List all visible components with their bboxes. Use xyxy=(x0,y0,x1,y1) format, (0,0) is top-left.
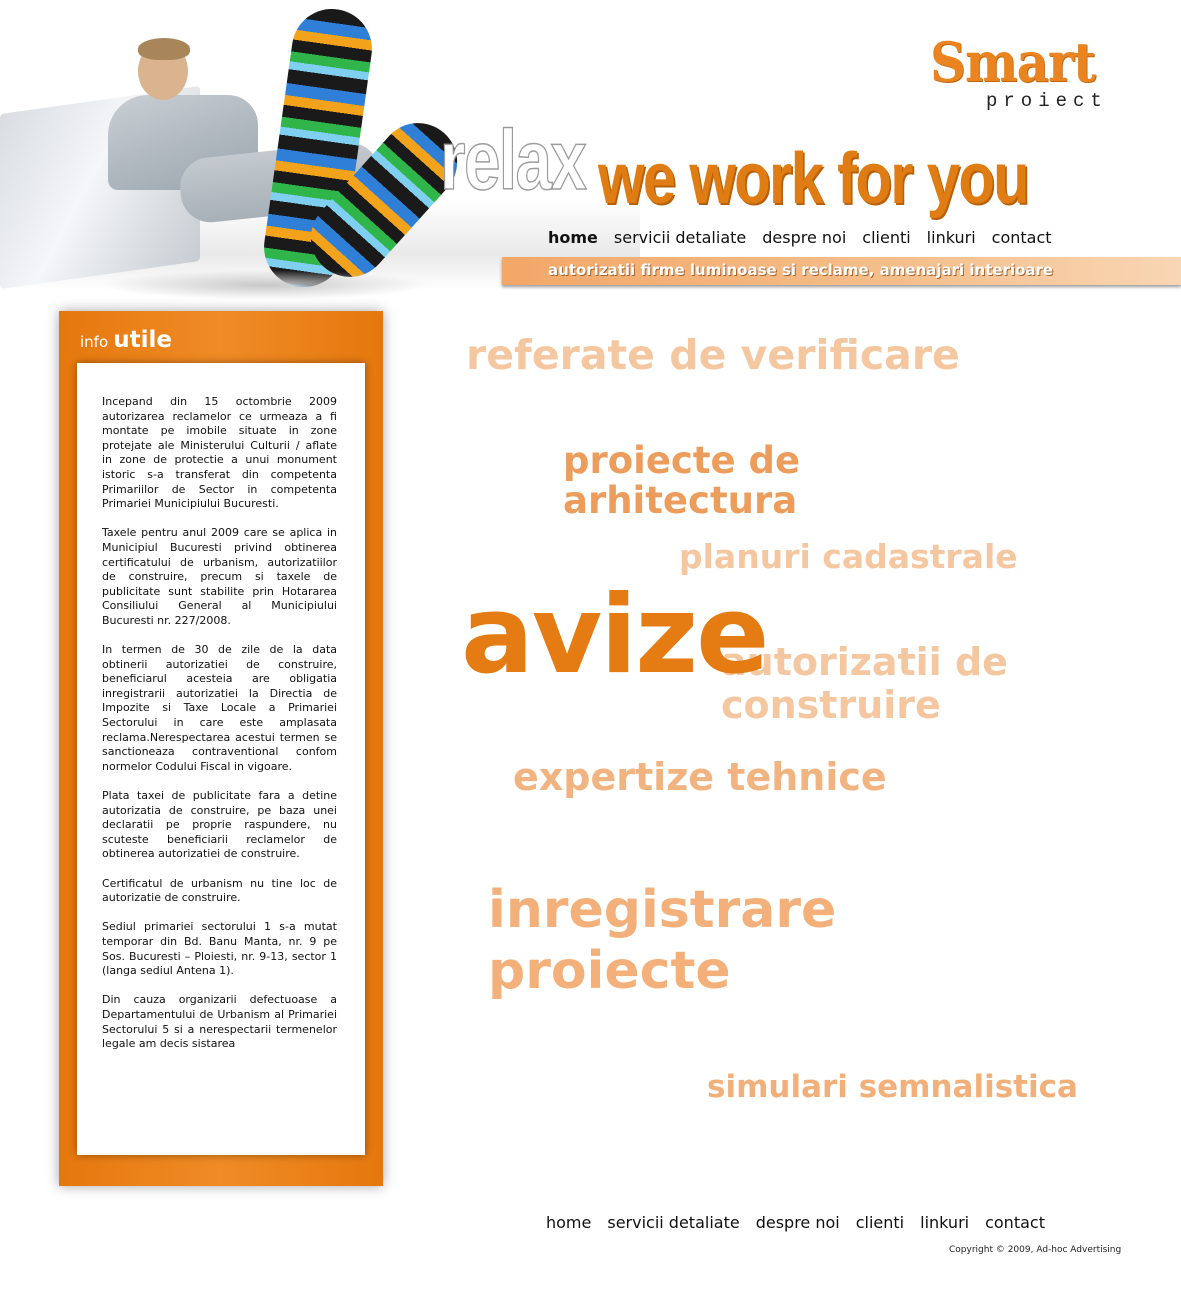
nav-linkuri[interactable]: linkuri xyxy=(926,228,976,247)
info-paragraph: In termen de 30 de zile de la data obtinerii autorizatiei de construire, beneficiarul acesteia are obligatia inregistrarii autorizatiei la Directia de Impozite si Taxe Locale a Primariei Sectorului in care este amplasata reclama.Nerespectarea acestui termen se sanctioneaza contraventional confom normelor Codului Fiscal in vigoare. xyxy=(102,643,337,773)
service-inregistrare-line1: inregistrare xyxy=(488,880,837,940)
service-avize[interactable]: avize xyxy=(461,573,768,698)
top-navigation xyxy=(548,228,1052,247)
service-proiecte-line2: arhitectura xyxy=(563,478,798,522)
footer-nav-despre-noi[interactable]: despre noi xyxy=(755,1213,840,1232)
floor-shadow xyxy=(100,270,430,300)
service-expertize-tehnice[interactable]: expertize tehnice xyxy=(513,755,887,799)
info-utile-panel xyxy=(59,311,383,1186)
logo-subword: proiect xyxy=(986,90,1108,112)
info-panel-title xyxy=(80,327,172,353)
footer-nav-home[interactable]: home xyxy=(546,1213,592,1232)
footer-nav-linkuri[interactable]: linkuri xyxy=(920,1213,970,1232)
info-content-box[interactable] xyxy=(77,363,365,1155)
footer-nav-contact[interactable]: contact xyxy=(985,1213,1045,1232)
service-proiecte-arhitectura[interactable] xyxy=(563,441,800,521)
info-text xyxy=(102,395,337,1135)
info-paragraph: Certificatul de urbanism nu tine loc de autorizatie de construire. xyxy=(102,876,337,905)
nav-despre-noi[interactable]: despre noi xyxy=(762,228,847,247)
info-paragraph: Din cauza organizarii defectuoase a Departamentului de Urbanism al Primariei Sectorului 5 si a nerespectarii termenelor legale am decis sistarea xyxy=(102,993,337,1051)
nav-contact[interactable]: contact xyxy=(991,228,1052,247)
site-logo[interactable] xyxy=(930,30,1130,120)
footer-navigation xyxy=(546,1213,1045,1232)
info-paragraph: Plata taxei de publicitate fara a detine autorizatia de construire, pe baza unei declaratii pe proprie raspundere, nu scuteste beneficiarii reclamelor de obtinerea autorizatiei de construire. xyxy=(102,789,337,861)
copyright-text: Copyright © 2009, Ad-hoc Advertising xyxy=(949,1245,1122,1255)
info-paragraph: Incepand din 15 octombrie 2009 autorizarea reclamelor ce urmeaza a fi montate pe imobile situate in zone protejate ale Ministerului Culturii / aflate in zone de protectie a unui monument istoric s-a transferat din competenta Primariilor de Sector in competenta Primariei Municipiului Bucuresti. xyxy=(102,395,337,511)
info-title-prefix: info xyxy=(80,333,109,351)
service-referate[interactable]: referate de verificare xyxy=(466,331,960,379)
service-autorizatii-line1: autorizatii de xyxy=(721,640,1008,684)
service-simulari-semnalistica[interactable]: simulari semnalistica xyxy=(707,1069,1078,1105)
service-autorizatii-line2: construire xyxy=(721,682,941,727)
logo-word: Smart xyxy=(930,30,1096,94)
relax-watermark: relax xyxy=(440,113,586,207)
nav-home[interactable]: home xyxy=(548,228,598,247)
tagline: we work for you xyxy=(598,139,1029,219)
footer-nav-servicii-detaliate[interactable]: servicii detaliate xyxy=(607,1213,740,1232)
man-hair-illustration xyxy=(138,38,190,60)
subtitle-bar xyxy=(502,257,1181,285)
service-inregistrare-line2: proiecte xyxy=(488,941,731,1002)
subtitle-text: autorizatii firme luminoase si reclame, amenajari interioare xyxy=(548,261,1054,279)
nav-clienti[interactable]: clienti xyxy=(862,228,911,247)
service-planuri-cadastrale[interactable]: planuri cadastrale xyxy=(679,537,1018,576)
nav-servicii-detaliate[interactable]: servicii detaliate xyxy=(613,228,747,247)
service-proiecte-line1: proiecte de xyxy=(563,439,801,482)
info-paragraph: Taxele pentru anul 2009 care se aplica in Municipiul Bucuresti privind obtinerea certificatului de urbanism, autorizatiilor de construire, precum si taxele de publicitate sunt stabilite prin Hotararea Consiliului General al Municipiului Bucuresti nr. 227/2008. xyxy=(102,526,337,627)
footer-nav-clienti[interactable]: clienti xyxy=(855,1213,905,1232)
info-title-main: utile xyxy=(113,327,172,353)
service-inregistrare-proiecte[interactable] xyxy=(488,880,836,1003)
info-paragraph: Sediul primariei sectorului 1 s-a mutat temporar din Bd. Banu Manta, nr. 9 pe Sos. Bucuresti – Ploiesti, nr. 9-13, sector 1 (langa sediul Antena 1). xyxy=(102,920,337,978)
